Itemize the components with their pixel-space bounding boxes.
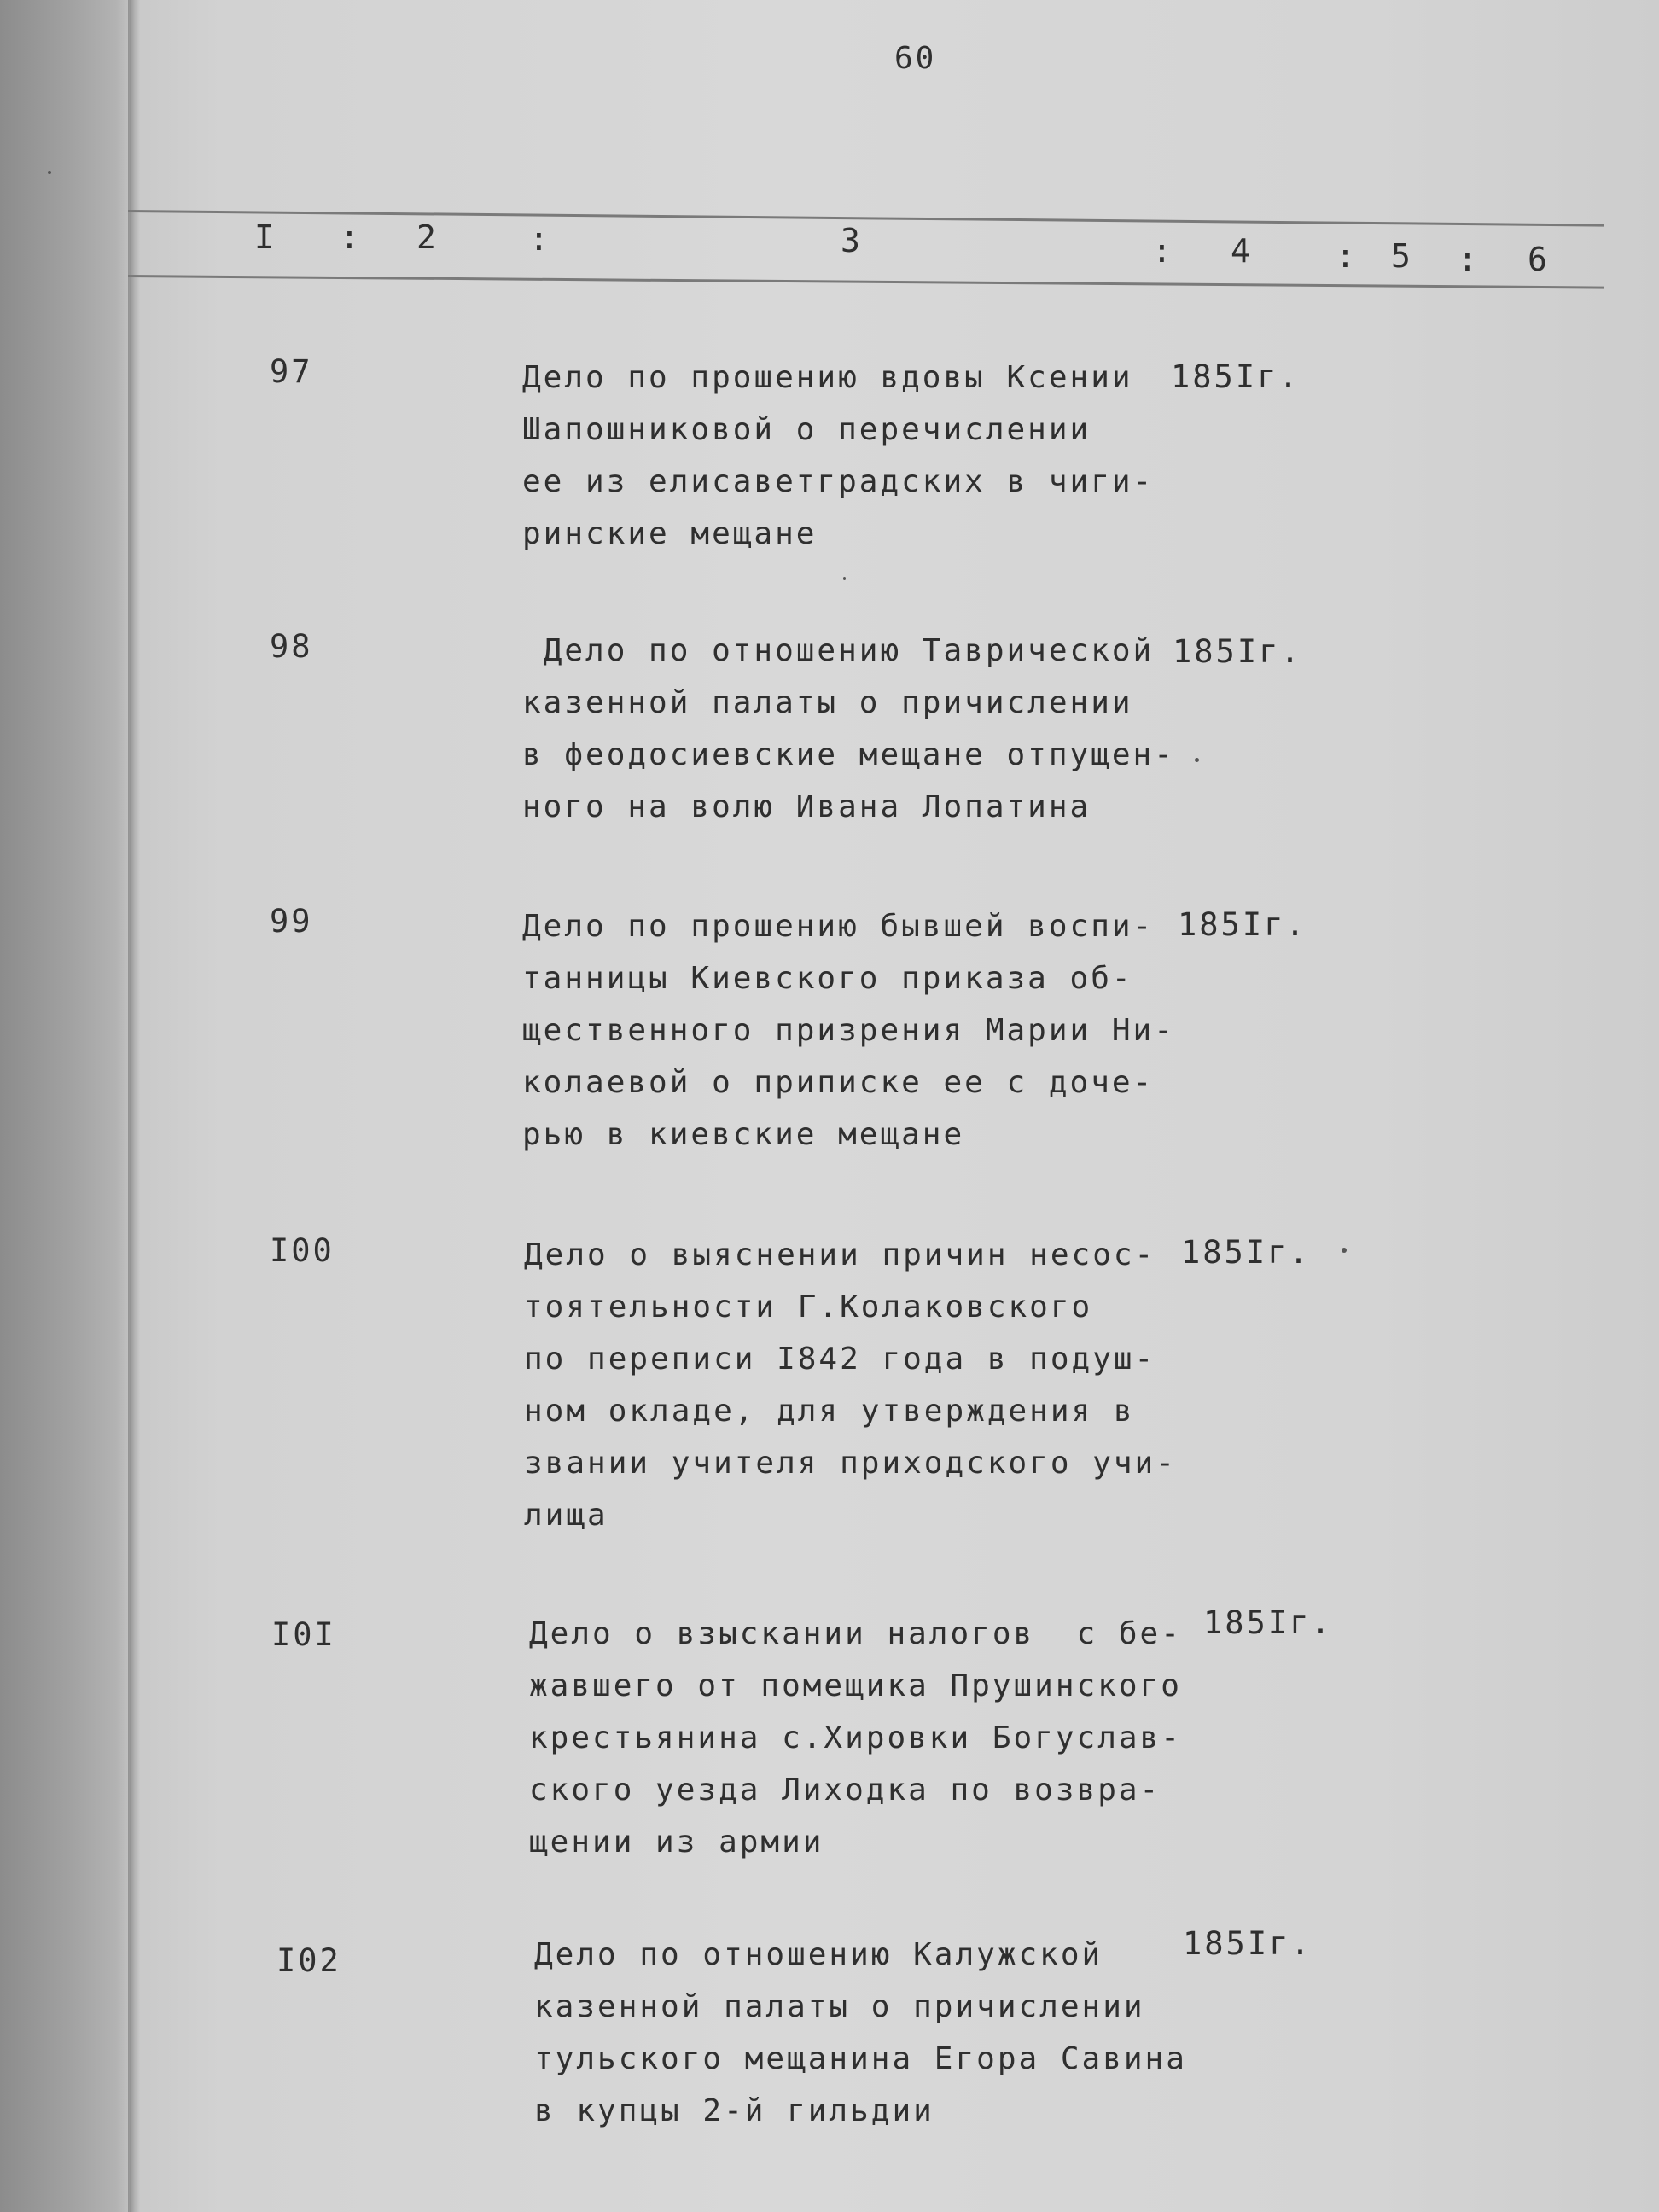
gutter-shadow [128,0,140,2212]
entry-description: Дело по прошению бывшей воспи- танницы Киевского приказа об- щественного призрения Марии Ни- колаевой о приписке ее с доче- рью в киевские мещане [522,909,1175,1152]
paper-speck [1342,1248,1347,1253]
header-rule-bottom [128,275,1604,289]
entry-date: 185Iг. [1171,358,1301,395]
entry-date: 185Iг. [1181,1234,1311,1271]
entry-description: Дело по отношению Калужской казенной палаты о причислении тульского мещанина Егора Савина в купцы 2-й гильдии [534,1937,1187,2128]
entry-description: Дело о выяснении причин несос- тоятельности Г.Колаковского по переписи I842 года в подуш- ном окладе, для утверждения в звании учителя приходского учи- лища [524,1237,1177,1533]
column-header-6: 6 [1528,241,1550,278]
entry-number: 97 [270,353,313,390]
book-gutter [0,0,130,2212]
entry-number: I00 [270,1232,335,1269]
column-separator: : [529,220,551,258]
entry-date: 185Iг. [1203,1604,1333,1641]
entry-date: 185Iг. [1178,906,1307,943]
entry-description: Дело о взыскании налогов с бе- жавшего от помещика Прушинского крестьянина с.Хировки Богуслав- ского уезда Лиходка по возвра- щении из армии [529,1616,1182,1860]
entry-number: I0I [271,1616,336,1653]
entry-number: 99 [270,903,313,940]
paper-speck [843,577,846,580]
entry-description: Дело по отношению Таврической казенной палаты о причислении в феодосиевские мещане отпущен- ного на волю Ивана Лопатина [522,633,1175,824]
entry-date: 185Iг. [1183,1925,1313,1962]
column-header-5: 5 [1391,237,1413,275]
column-separator: : [340,218,362,256]
page-number: 60 [894,41,937,76]
paper-speck [1195,758,1199,762]
entry-number: I02 [276,1942,341,1979]
entry-description: Дело по прошению вдовы Ксении Шапошниковой о перечислении ее из елисаветградских в чиги- ринские мещане [522,360,1155,551]
column-header-3: 3 [841,222,863,259]
paper-speck [48,171,51,174]
column-separator: : [1458,241,1480,278]
entry-date: 185Iг. [1173,633,1302,670]
column-header-1: I [254,218,276,256]
column-header-4: 4 [1231,232,1253,270]
column-header-2: 2 [416,218,439,256]
column-separator: : [1336,237,1358,275]
entry-number: 98 [270,628,313,665]
column-separator: : [1152,232,1174,270]
